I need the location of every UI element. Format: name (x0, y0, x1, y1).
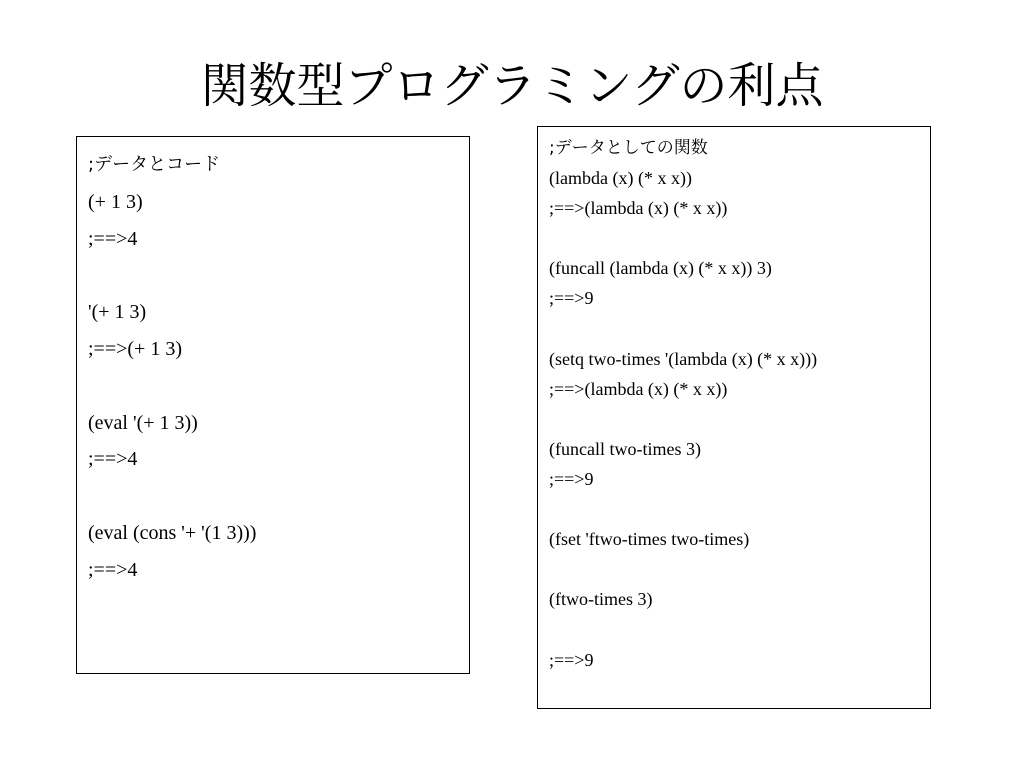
code-result: ;==>(lambda (x) (* x x)) (549, 378, 728, 399)
blank-line (549, 314, 930, 344)
code-line: '(+ 1 3) (88, 301, 147, 324)
code-result: ;==>4 (88, 558, 138, 581)
code-result: ;==>(+ 1 3) (88, 337, 182, 360)
code-line: (+ 1 3) (88, 190, 143, 213)
code-line: (eval (cons '+ '(1 3))) (88, 521, 257, 544)
code-result: ;==>(lambda (x) (* x x)) (549, 198, 728, 219)
code-result: ;==>9 (549, 288, 594, 309)
code-box-data-and-code (76, 136, 470, 674)
code-line: (setq two-times '(lambda (x) (* x x))) (549, 348, 818, 369)
blank-line (549, 615, 930, 645)
code-comment: ;データとコード (88, 154, 221, 175)
code-line: (eval '(+ 1 3)) (88, 411, 198, 434)
blank-line (549, 404, 930, 434)
code-result: ;==>9 (549, 469, 594, 490)
blank-line (88, 478, 469, 515)
code-box-functions-as-data (537, 126, 931, 709)
blank-line (88, 368, 469, 405)
code-line: (funcall two-times 3) (549, 438, 701, 459)
slide-title: 関数型プログラミングの利点 (200, 58, 824, 114)
code-result: ;==>9 (549, 649, 594, 670)
blank-line (549, 554, 930, 584)
code-line: (ftwo-times 3) (549, 589, 653, 610)
blank-line (549, 223, 930, 253)
code-result: ;==>4 (88, 448, 138, 471)
code-line: (funcall (lambda (x) (* x x)) 3) (549, 258, 772, 279)
code-line: (lambda (x) (* x x)) (549, 168, 692, 189)
code-result: ;==>4 (88, 227, 138, 250)
blank-line (549, 494, 930, 524)
code-line: (fset 'ftwo-times two-times) (549, 529, 750, 550)
code-comment: ;データとしての関数 (549, 138, 708, 158)
blank-line (88, 257, 469, 294)
